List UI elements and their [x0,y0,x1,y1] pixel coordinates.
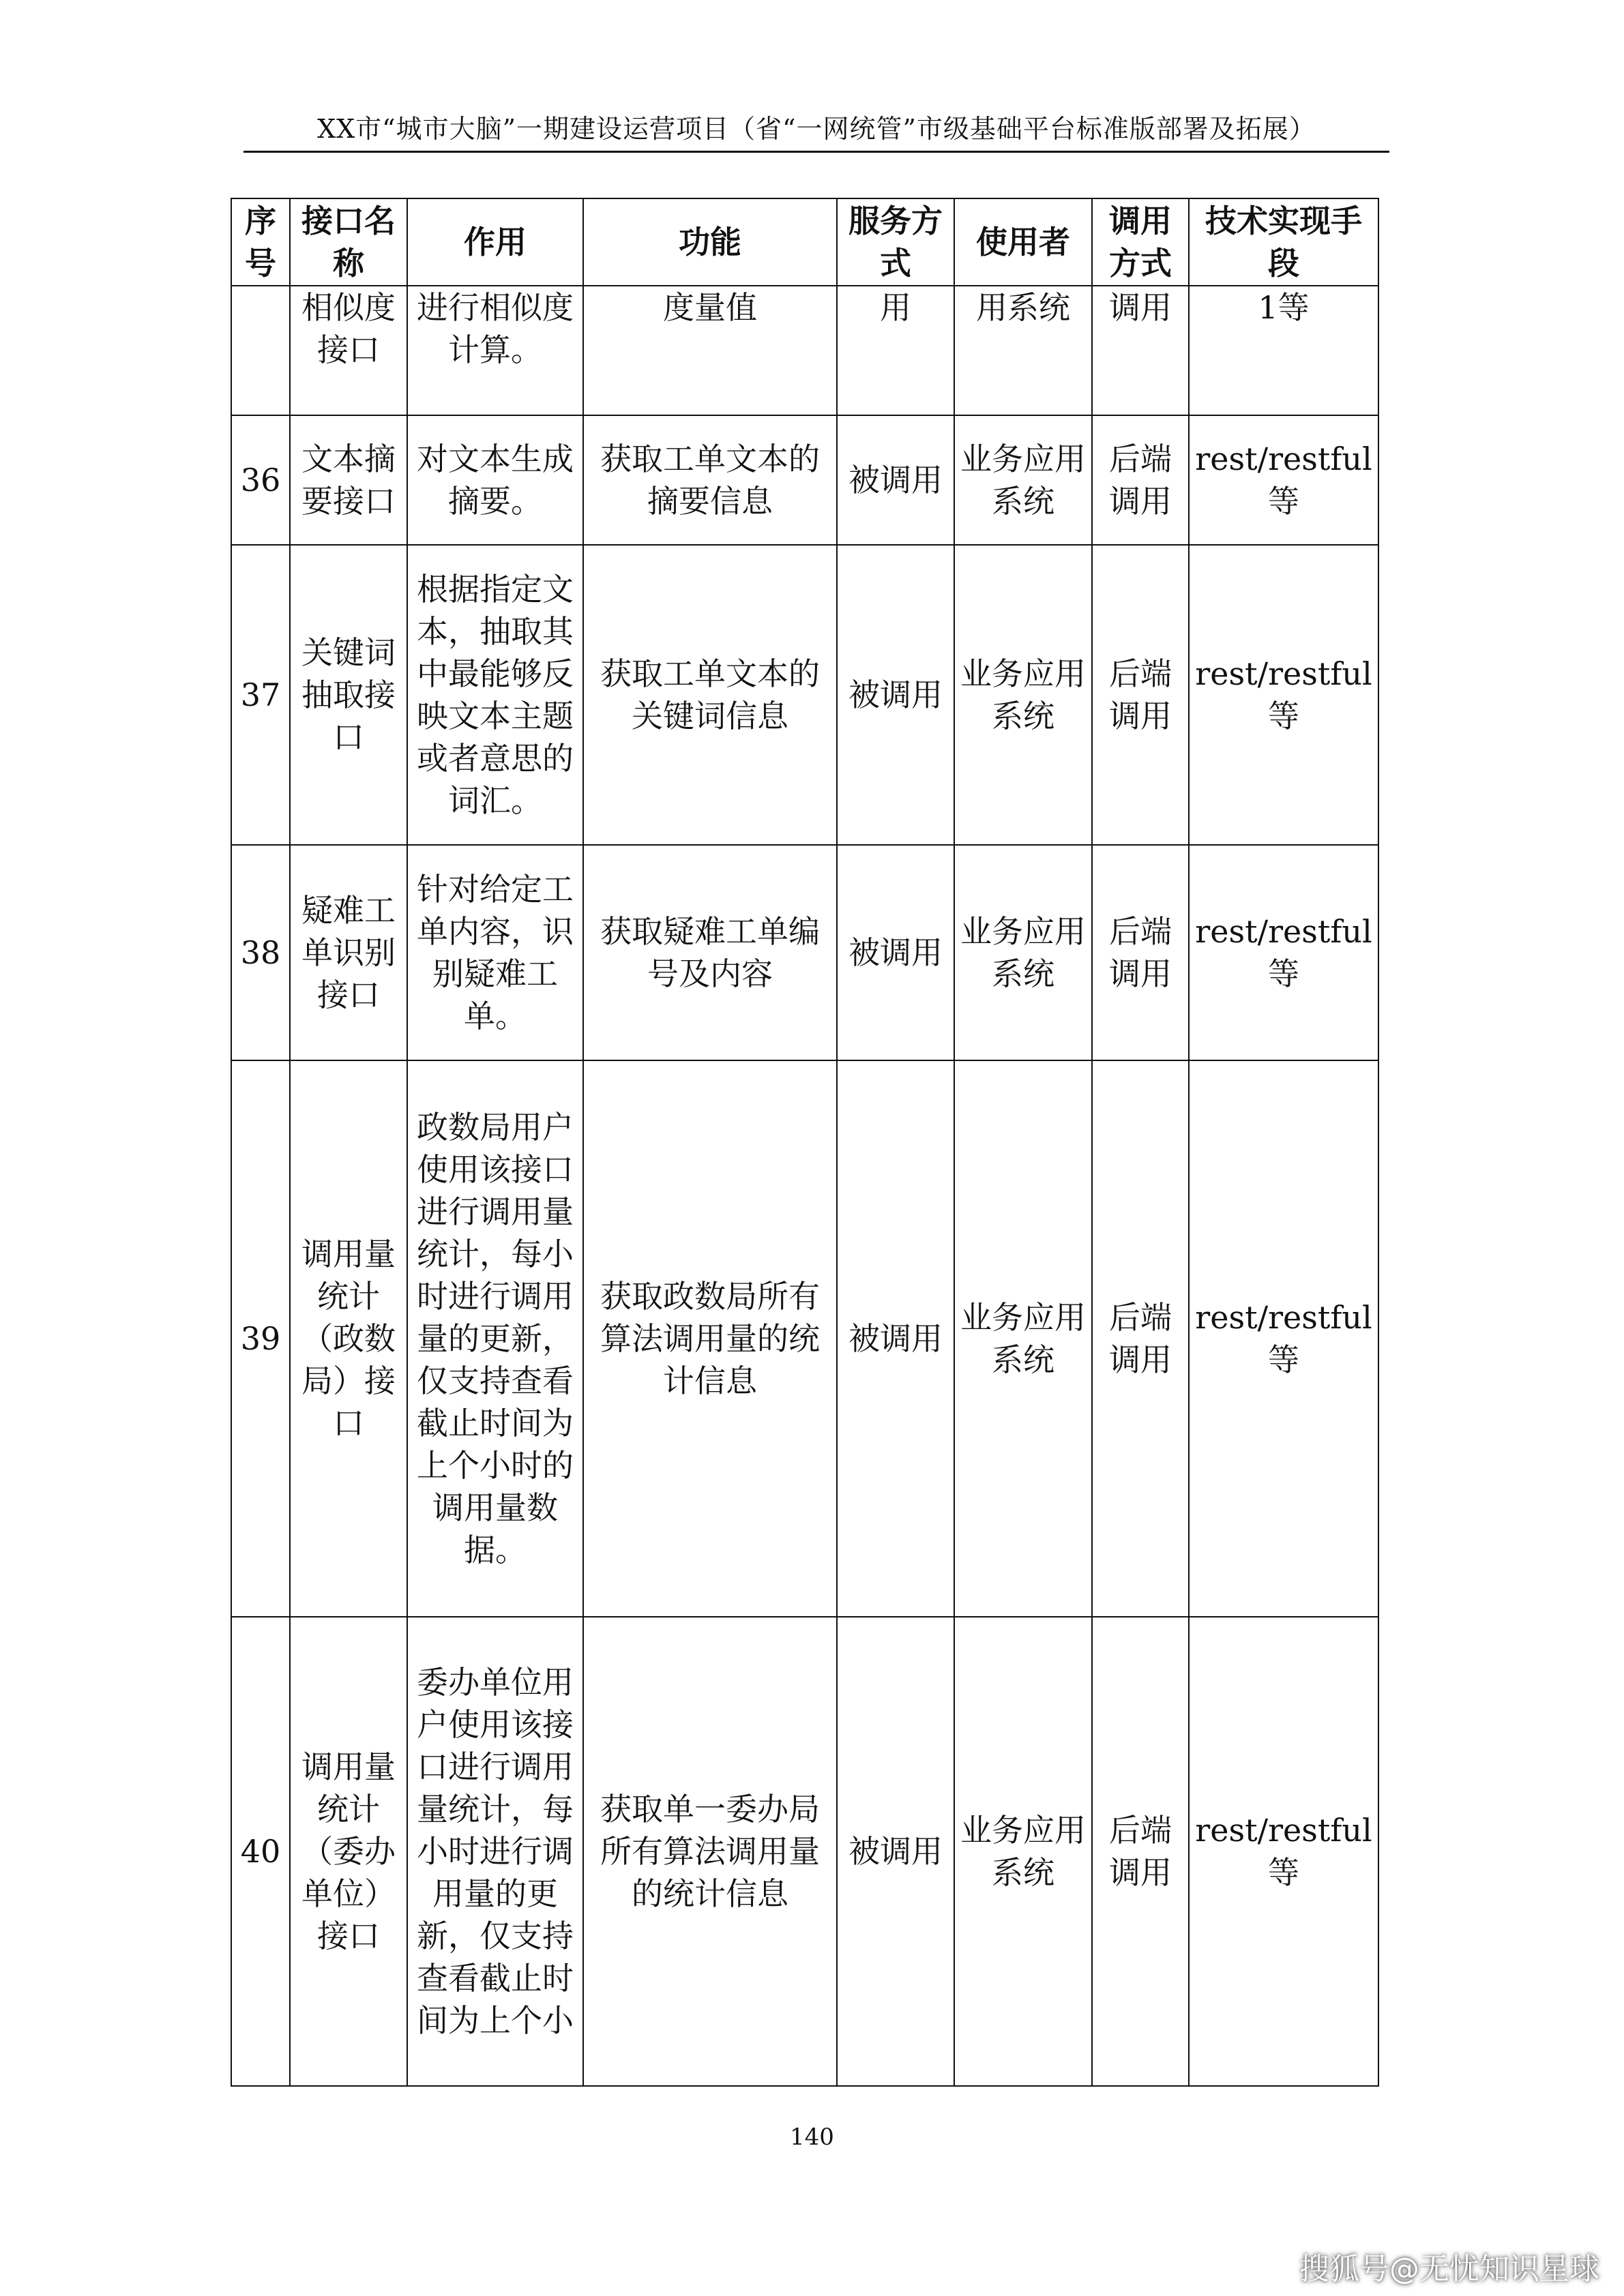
cell-purpose: 对文本生成摘要。 [407,415,583,545]
cell-no: 38 [231,845,290,1060]
header-rule [243,151,1389,153]
interface-table [231,198,1379,2087]
cell-user: 业务应用系统 [954,1060,1092,1617]
cell-name: 调用量统计（政数局）接口 [290,1060,407,1617]
cell-tech: rest/restful等 [1189,1060,1378,1617]
cell-no: 40 [231,1617,290,2086]
cell-call: 调用 [1092,286,1189,415]
cell-call: 后端调用 [1092,1617,1189,2086]
running-header: XX市“城市大脑”一期建设运营项目（省“一网统管”市级基础平台标准版部署及拓展） [317,114,1316,144]
cell-call: 后端调用 [1092,845,1189,1060]
column-header-call: 调用方式 [1092,198,1189,286]
column-header-name: 接口名称 [290,198,407,286]
cell-tech: rest/restful等 [1189,415,1378,545]
cell-user: 业务应用系统 [954,845,1092,1060]
cell-name: 疑难工单识别接口 [290,845,407,1060]
column-header-service: 服务方式 [837,198,954,286]
cell-call: 后端调用 [1092,545,1189,845]
table-row [231,286,1378,415]
cell-purpose: 针对给定工单内容，识别疑难工单。 [407,845,583,1060]
cell-purpose: 委办单位用户使用该接口进行调用量统计，每小时进行调用量的更新，仅支持查看截止时间为上个小 [407,1617,583,2086]
cell-function: 获取政数局所有算法调用量的统计信息 [583,1060,837,1617]
cell-service: 用 [837,286,954,415]
table-row [231,845,1378,1060]
cell-name: 关键词抽取接口 [290,545,407,845]
cell-tech: 1等 [1189,286,1378,415]
cell-tech: rest/restful等 [1189,1617,1378,2086]
cell-name: 相似度接口 [290,286,407,415]
page-number: 140 [790,2123,834,2151]
column-header-no: 序号 [231,198,290,286]
cell-purpose: 根据指定文本，抽取其中最能够反映文本主题或者意思的词汇。 [407,545,583,845]
column-header-purpose: 作用 [407,198,583,286]
table-row [231,415,1378,545]
cell-call: 后端调用 [1092,1060,1189,1617]
cell-user: 用系统 [954,286,1092,415]
cell-function: 获取工单文本的摘要信息 [583,415,837,545]
cell-service: 被调用 [837,1617,954,2086]
cell-purpose: 政数局用户使用该接口进行调用量统计，每小时进行调用量的更新，仅支持查看截止时间为上个小时的调用量数据。 [407,1060,583,1617]
column-header-tech: 技术实现手段 [1189,198,1378,286]
cell-purpose: 进行相似度计算。 [407,286,583,415]
cell-call: 后端调用 [1092,415,1189,545]
cell-user: 业务应用系统 [954,1617,1092,2086]
cell-service: 被调用 [837,1060,954,1617]
cell-user: 业务应用系统 [954,415,1092,545]
cell-user: 业务应用系统 [954,545,1092,845]
cell-tech: rest/restful等 [1189,545,1378,845]
cell-function: 获取工单文本的关键词信息 [583,545,837,845]
column-header-function: 功能 [583,198,837,286]
column-header-user: 使用者 [954,198,1092,286]
cell-name: 文本摘要接口 [290,415,407,545]
cell-function: 度量值 [583,286,837,415]
cell-no: 36 [231,415,290,545]
cell-function: 获取疑难工单编号及内容 [583,845,837,1060]
table-header-row [231,198,1378,286]
cell-function: 获取单一委办局所有算法调用量的统计信息 [583,1617,837,2086]
cell-service: 被调用 [837,415,954,545]
cell-no: 39 [231,1060,290,1617]
watermark: 搜狐号@无忧知识星球 [1299,2252,1599,2286]
table-row [231,1617,1378,2086]
cell-name: 调用量统计（委办单位）接口 [290,1617,407,2086]
cell-service: 被调用 [837,845,954,1060]
cell-tech: rest/restful等 [1189,845,1378,1060]
table-row [231,1060,1378,1617]
cell-service: 被调用 [837,545,954,845]
table-row [231,545,1378,845]
cell-no: 37 [231,545,290,845]
cell-no [231,286,290,415]
